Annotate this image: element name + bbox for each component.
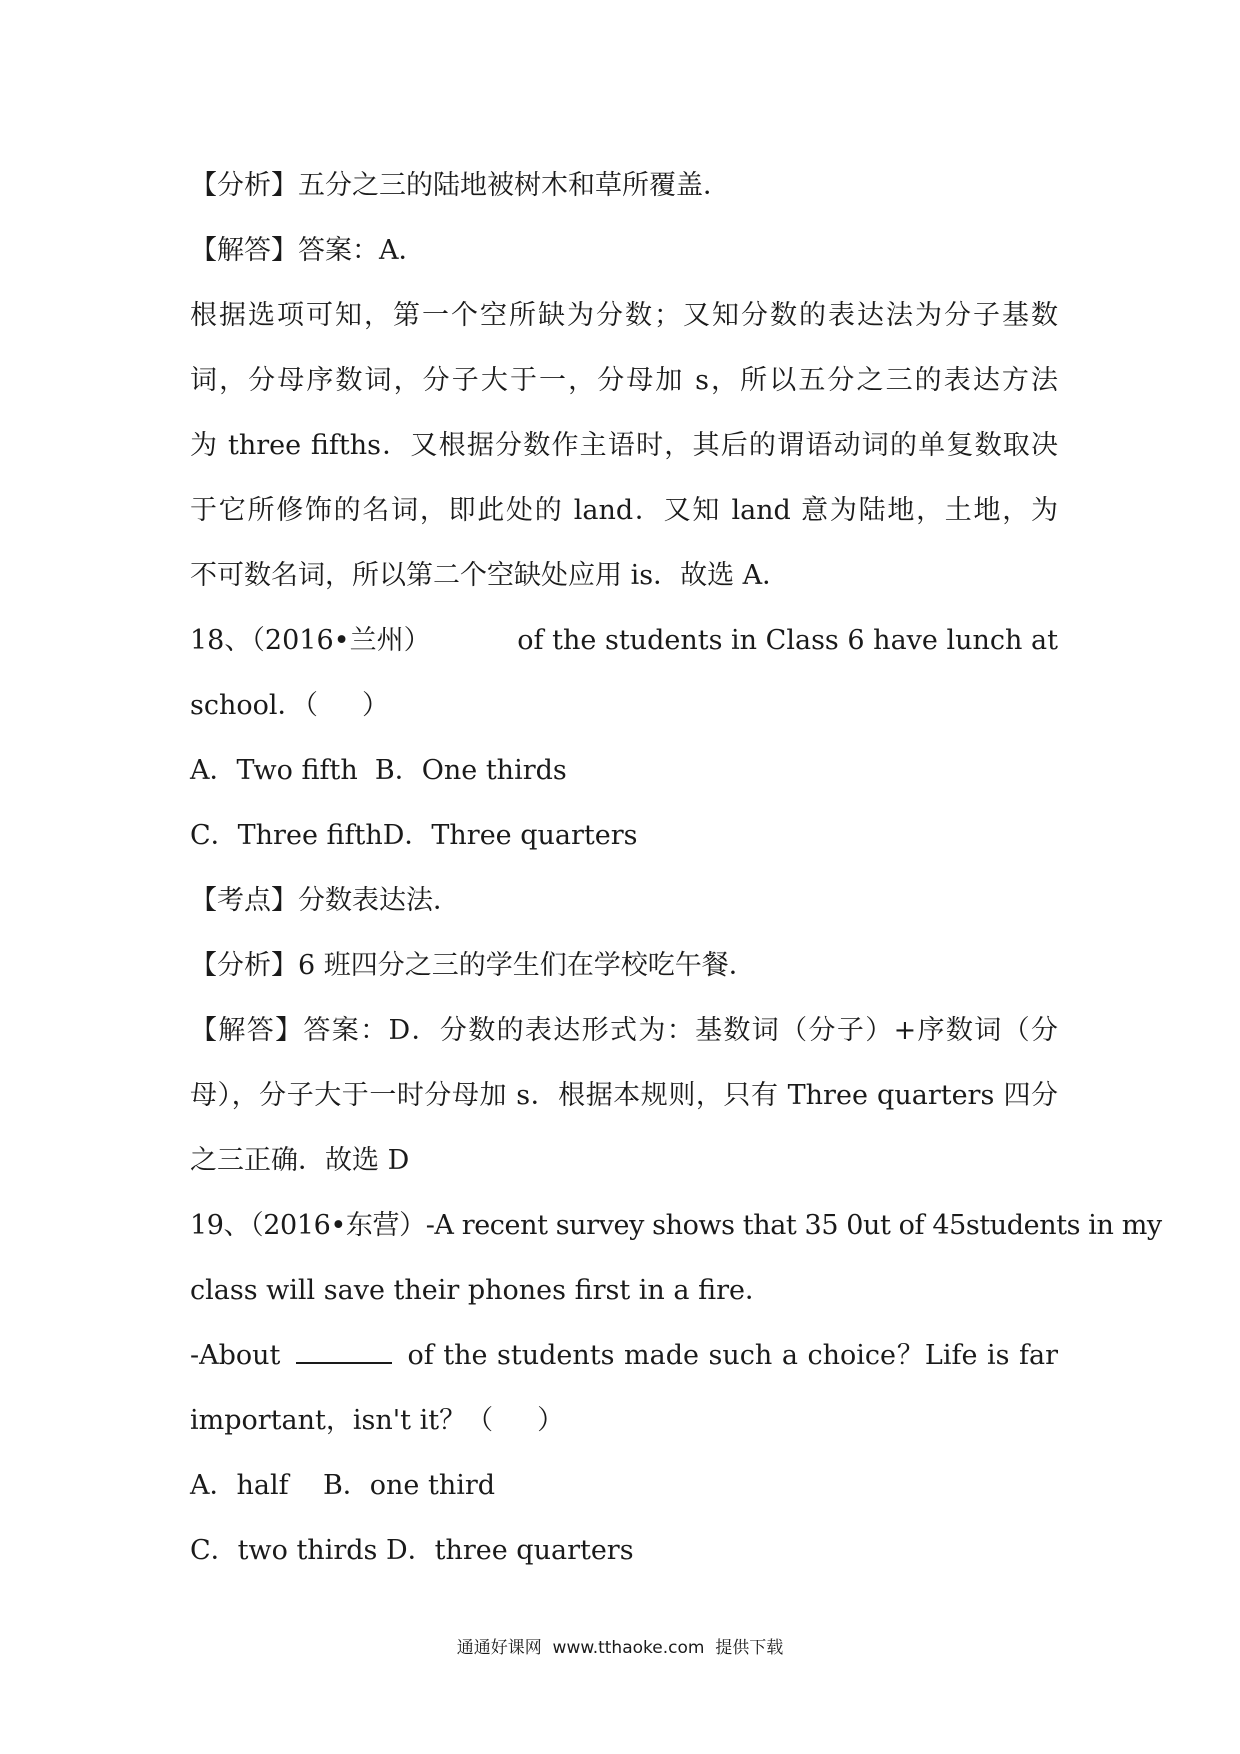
explanation-line: 根据选项可知，第一个空所缺为分数；又知分数的表达法为分子基数 xyxy=(190,300,1058,331)
question-18-answer: 之三正确．故选 D xyxy=(190,1145,410,1176)
question-19-options-ab: A．half B．one third xyxy=(190,1470,496,1501)
explanation-line: 词，分母序数词，分子大于一，分母加 s，所以五分之三的表达方法 xyxy=(190,365,1058,396)
explanation-line: 不可数名词，所以第二个空缺处应用 is．故选 A． xyxy=(190,560,790,591)
question-18-number: 18、（2016•兰州） xyxy=(190,625,431,656)
question-18-stem-end-text: school．（ xyxy=(190,690,319,721)
answer-blank xyxy=(296,1334,392,1364)
question-19-dialogue-rest: of the students made such a choice？Life is far xyxy=(407,1340,1058,1371)
page-content xyxy=(190,158,1162,1588)
analysis-line: 【分析】五分之三的陆地被树木和草所覆盖． xyxy=(190,170,730,201)
question-19-dialogue xyxy=(190,1328,1058,1393)
question-18-options-cd: C．Three fifthD．Three quarters xyxy=(190,820,638,851)
question-18-stem-text: of the students in Class 6 have lunch at xyxy=(517,625,1058,656)
question-18-analysis: 【分析】6 班四分之三的学生们在学校吃午餐． xyxy=(190,950,756,981)
question-19-dialogue-start: -About xyxy=(190,1340,281,1371)
question-18-answer: 【解答】答案：D．分数的表达形式为：基数词（分子）+序数词（分 xyxy=(190,1015,1058,1046)
answer-line: 【解答】答案：A． xyxy=(190,235,426,266)
question-18-options-ab: A．Two fifth B．One thirds xyxy=(190,755,567,786)
question-18-kaodian: 【考点】分数表达法． xyxy=(190,885,460,916)
question-18-stem xyxy=(190,613,1058,678)
question-18-stem-end xyxy=(190,678,1058,743)
question-18-answer: 母），分子大于一时分母加 s．根据本规则，只有 Three quarters 四分 xyxy=(190,1080,1058,1111)
question-19-options-cd: C．two thirds D．three quarters xyxy=(190,1535,634,1566)
explanation-line: 为 three fifths．又根据分数作主语时，其后的谓语动词的单复数取决 xyxy=(190,430,1058,461)
page-footer: 通通好课网 www.tthaoke.com 提供下载 xyxy=(456,1638,784,1658)
question-19-stem: 19、（2016•东营）-A recent survey shows that 35 0ut of 45students in my xyxy=(190,1210,1162,1241)
question-19-paren-close: ） xyxy=(537,1405,565,1436)
question-19-dialogue-end-text: important，isn't it？（ xyxy=(190,1405,494,1436)
question-19-dialogue-end xyxy=(190,1393,1058,1458)
explanation-line: 于它所修饰的名词，即此处的 land．又知 land 意为陆地，土地，为 xyxy=(190,495,1058,526)
question-19-stem: class will save their phones first in a fire． xyxy=(190,1275,772,1306)
question-18-paren-close: ） xyxy=(362,690,390,721)
